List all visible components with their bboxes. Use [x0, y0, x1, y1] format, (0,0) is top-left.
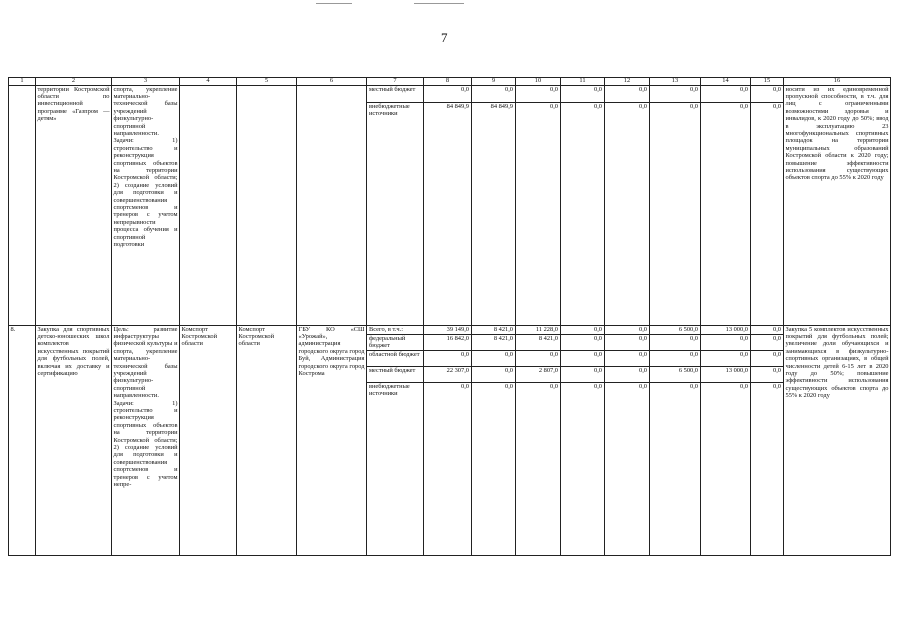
value: 0,0: [424, 351, 471, 367]
value: 0,0: [690, 382, 698, 390]
value-cell-13: [650, 85, 701, 325]
value-cell-10: [516, 85, 561, 325]
value: 0,0: [605, 351, 649, 367]
value: 0,0: [605, 86, 649, 103]
source-label: местный бюджет: [367, 367, 423, 383]
page-number: 7: [441, 30, 448, 45]
header-cell: 8: [424, 78, 472, 86]
header-cell: 3: [112, 78, 180, 86]
source-label: Всего, в т.ч.:: [367, 326, 423, 335]
value: 0,0: [550, 382, 558, 390]
value: 0,0: [701, 351, 750, 367]
value: 0,0: [472, 351, 515, 367]
header-cell: 9: [472, 78, 516, 86]
header-cell: 4: [180, 78, 237, 86]
value: 8 421,0: [472, 326, 515, 335]
value: 0,0: [605, 367, 649, 383]
value-cell-9: [472, 325, 516, 555]
value: 0,0: [505, 382, 513, 390]
value: 2 807,0: [516, 367, 560, 383]
source-label: внебюджетные источники: [369, 102, 410, 117]
value: 39 149,0: [424, 326, 471, 335]
value: 0,0: [701, 86, 750, 103]
value: 0,0: [639, 102, 647, 110]
value: 0,0: [594, 382, 602, 390]
value-cell-13: [650, 325, 701, 555]
value-cell-15: [751, 85, 784, 325]
value: 0,0: [751, 86, 783, 103]
header-cell: 11: [561, 78, 605, 86]
value: 0,0: [773, 102, 781, 110]
table-row-8: [9, 325, 891, 555]
value: 0,0: [751, 326, 783, 335]
event-name-cell: территории Костромской области по инвестиционной программе «Газпром — детям»: [36, 85, 112, 325]
value-cell-14: [701, 325, 751, 555]
value: 0,0: [773, 382, 781, 390]
header-cell: 5: [237, 78, 297, 86]
header-cell: 13: [650, 78, 701, 86]
value: 0,0: [472, 86, 515, 103]
participant-cell: ГБУ КО «СШ «Урожай», администрация городского округа город Буй, Администрация городского округа город Кострома: [297, 325, 367, 555]
value-cell-10: [516, 325, 561, 555]
value-cell-8: [424, 85, 472, 325]
result-cell: Закупка 5 комплектов искусственных покрытий для футбольных полей; увеличение доли обучающихся и занимающихся в физкультурно-спортивных организациях, в общей численности детей 6-15 лет в 2020 году до 50%; повышение эффективности использования существующих объектов спорта до 55% к 2020 году: [784, 325, 891, 555]
result-cell: носити из их единовременной пропускной способности, в т.ч. для лиц с ограниченными возможностями здоровья и инвалидов, к 2020 году до 50%; ввод в эксплуатацию 23 многофункциональных спортивных площадок на территории муниципальных образований Костромской области к 2020 году; повышение эффективности использования существующих объектов спорта до 55% к 2020 году: [784, 85, 891, 325]
value: 0,0: [424, 86, 471, 103]
source-cell: [367, 85, 424, 325]
value: 16 842,0: [424, 335, 471, 351]
header-cell: 12: [605, 78, 650, 86]
value: 84 849,9: [446, 102, 469, 110]
participant-cell: [297, 85, 367, 325]
value: 0,0: [639, 382, 647, 390]
source-label: федеральный бюджет: [367, 335, 423, 351]
top-decoration-line-left: [316, 3, 352, 4]
value: 0,0: [740, 382, 748, 390]
value: 6 500,0: [650, 326, 700, 335]
value-cell-15: [751, 325, 784, 555]
row-number-cell: [9, 85, 36, 325]
value: 0,0: [751, 351, 783, 367]
coexecutor-cell: Комспорт Костромской области: [237, 325, 297, 555]
row-number-cell: 8.: [9, 325, 36, 555]
value: 0,0: [605, 326, 649, 335]
value: 0,0: [561, 367, 604, 383]
value: 0,0: [561, 326, 604, 335]
value: 0,0: [605, 335, 649, 351]
value-cell-12: [605, 325, 650, 555]
value-cell-11: [561, 85, 605, 325]
value: 8 421,0: [472, 335, 515, 351]
header-cell: 16: [784, 78, 891, 86]
header-cell: 10: [516, 78, 561, 86]
header-cell: 6: [297, 78, 367, 86]
value-cell-8: [424, 325, 472, 555]
executor-cell: [180, 85, 237, 325]
header-cell: 1: [9, 78, 36, 86]
goal-cell: Цель: развитие инфраструктуры физической культуры и спорта, укрепление материально-технической базы учреждений физкультурно-спортивной направленности. Задачи: 1) строительство и реконструкция спортивных объектов на территории Костромской области; 2) создание условий для подготовки и совершенствования спортсменов и тренеров с учетом непре-: [112, 325, 180, 555]
value: 0,0: [561, 86, 604, 103]
header-row: [9, 78, 891, 86]
value: 8 421,0: [516, 335, 560, 351]
value: 0,0: [561, 351, 604, 367]
source-cell: [367, 325, 424, 555]
value: 11 228,0: [516, 326, 560, 335]
event-name-cell: Закупка для спортивных детско-юношеских школ комплектов искусственных покрытий для футбольных полей, включая их доставку и сертификацию: [36, 325, 112, 555]
source-label: областной бюджет: [367, 351, 423, 367]
value: 0,0: [516, 86, 560, 103]
value: 22 307,0: [424, 367, 471, 383]
coexecutor-cell: [237, 85, 297, 325]
value: 84 849,9: [490, 102, 513, 110]
executor-cell: Комспорт Костромской области: [180, 325, 237, 555]
value: 0,0: [650, 335, 700, 351]
value: 0,0: [751, 335, 783, 351]
value-cell-14: [701, 85, 751, 325]
source-label: внебюджетные источники: [369, 382, 410, 397]
value: 6 500,0: [650, 367, 700, 383]
header-cell: 15: [751, 78, 784, 86]
value: 0,0: [594, 102, 602, 110]
table-row-continuation: [9, 85, 891, 325]
value: 0,0: [690, 102, 698, 110]
goal-cell: спорта, укрепление материально-технической базы учреждений физкультурно-спортивной направленности. Задачи: 1) строительство и реконструкция спортивных объектов на территории Костромской области; 2) создание условий для подготовки и совершенствования спортсменов и тренеров с учетом непрерывности процесса обучения и спортивной подготовки: [112, 85, 180, 325]
source-label: местный бюджет: [367, 86, 423, 103]
value: 0,0: [740, 102, 748, 110]
top-decoration-line-right: [414, 3, 464, 4]
header-cell: 14: [701, 78, 751, 86]
value: 13 000,0: [701, 367, 750, 383]
program-table: [8, 77, 891, 556]
header-cell: 2: [36, 78, 112, 86]
value: 0,0: [561, 335, 604, 351]
header-cell: 7: [367, 78, 424, 86]
value: 0,0: [701, 335, 750, 351]
value: 0,0: [751, 367, 783, 383]
value: 13 000,0: [701, 326, 750, 335]
value: 0,0: [516, 351, 560, 367]
value: 0,0: [550, 102, 558, 110]
value-cell-12: [605, 85, 650, 325]
value: 0,0: [461, 382, 469, 390]
value: 0,0: [650, 351, 700, 367]
value-cell-9: [472, 85, 516, 325]
value-cell-11: [561, 325, 605, 555]
value: 0,0: [472, 367, 515, 383]
value: 0,0: [650, 86, 700, 103]
